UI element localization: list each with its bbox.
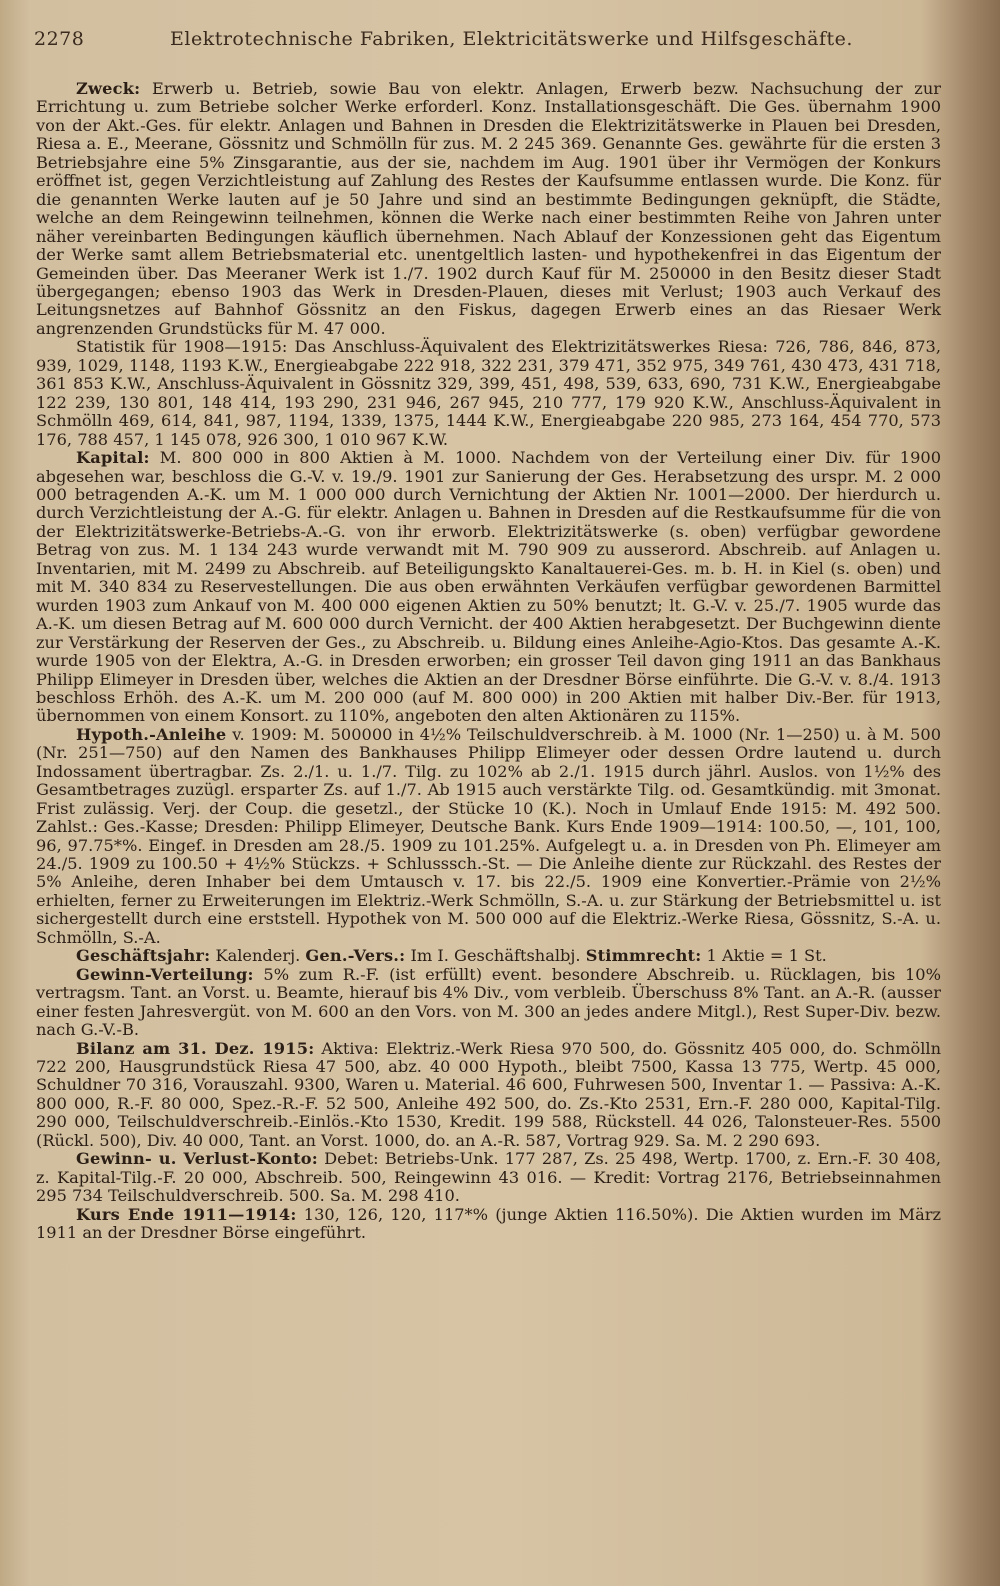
section-text: 5% zum R.-F. (ist erfüllt) event. besondere Abschreib. u. Rücklagen, bis 10% vertragsm. Tant. an Vorst. u. Beamte, hierauf bis 4% Div., vom verbleib. Überschuss 8% Tant. an A.-R. (ausser einer festen Jahresvergüt. von M. 600 an den Vors. von M. 300 an jedes andere Mitgl.), Rest Super-Div. bezw. nach G.-V.-B. — [36, 964, 941, 1040]
paragraph-gewinn-verteilung — [36, 966, 941, 1040]
section-label: Gen.-Vers.: — [305, 946, 406, 966]
page-number: 2278 — [34, 28, 85, 50]
section-label: Bilanz am 31. Dez. 1915: — [76, 1038, 315, 1058]
running-title: Elektrotechnische Fabriken, Elektricitätswerke und Hilfsgeschäfte. — [170, 28, 853, 50]
section-label: Kapital: — [76, 448, 150, 468]
section-label: Gewinn-Verteilung: — [76, 964, 254, 984]
section-text: Kalenderj. — [210, 946, 306, 966]
section-text: Aktiva: Elektriz.-Werk Riesa 970 500, do. Gössnitz 405 000, do. Schmölln 722 200, Hausgrundstück Riesa 47 500, abz. 40 000 Hypoth., bleibt 7500, Kassa 13 775, Wertp. 45 000, Schuldner 70 316, Vorauszahl. 9300, Waren u. Material. 46 600, Fuhrwesen 500, Inventar 1. — Passiva: A.-K. 800 000, R.-F. 80 000, Spez.-R.-F. 52 500, Anleihe 492 500, do. Zs.-Kto 2531, Ern.-F. 280 000, Kapital-Tilg. 290 000, Teilschuldverschreib.-Einlös.-Kto 1530, Kredit. 199 588, Rückstell. 44 026, Talonsteuer-Res. 5500 (Rückl. 500), Div. 40 000, Tant. an Vorst. 1000, do. an A.-R. 587, Vortrag 929. Sa. M. 2 290 693. — [36, 1038, 941, 1150]
section-label: Hypoth.-Anleihe — [76, 724, 227, 744]
section-text: Statistik für 1908—1915: Das Anschluss-Äquivalent des Elektrizitätswerkes Riesa: 726, 786, 846, 873, 939, 1029, 1148, 1193 K.W., Energieabgabe 222 918, 322 231, 379 471, 352 975, 349 761, 430 473, 431 718, 361 853 K.W., Anschluss-Äquivalent in Gössnitz 329, 399, 451, 498, 539, 633, 690, 731 K.W., Energieabgabe 122 239, 130 801, 148 414, 193 290, 231 946, 267 945, 210 777, 179 920 K.W., Anschluss-Äquivalent in Schmölln 469, 614, 841, 987, 1194, 1339, 1375, 1444 K.W., Energieabgabe 220 985, 273 164, 454 770, 573 176, 788 457, 1 145 078, 926 300, 1 010 967 K.W. — [36, 337, 941, 449]
section-text: M. 800 000 in 800 Aktien à M. 1000. Nachdem von der Verteilung einer Div. für 1900 abgesehen war, beschloss die G.-V. v. 19./9. 1901 zur Sanierung der Ges. Herabsetzung des urspr. M. 2 000 000 betragenden A.-K. um M. 1 000 000 durch Vernichtung der Aktien Nr. 1001—2000. Der hierdurch u. durch Verzichtleistung der A.-G. für elektr. Anlagen u. Bahnen in Dresden auf die Restkaufsumme für die von der Elektrizitätswerke-Betriebs-A.-G. von ihr erworb. Elektrizitätswerke (s. oben) verfügbar gewordene Betrag von zus. M. 1 134 243 wurde verwandt mit M. 790 909 zu ausserord. Abschreib. auf Anlagen u. Inventarien, mit M. 2499 zu Abschreib. auf Beteiligungskto Kanaltauerei-Ges. m. b. H. in Kiel (s. oben) und mit M. 340 834 zu Reservestellungen. Die aus oben erwähnten Verkäufen verfügbar gewordenen Barmittel wurden 1903 zum Ankauf von M. 400 000 eigenen Aktien zu 50% benutzt; lt. G.-V. v. 25./7. 1905 wurde das A.-K. um diesen Betrag auf M. 600 000 durch Vernicht. der 400 Aktien herabgesetzt. Der Buchgewinn diente zur Verstärkung der Reserven der Ges., zu Abschreib. u. Bildung eines Anleihe-Agio-Ktos. Das gesamte A.-K. wurde 1905 von der Elektra, A.-G. in Dresden erworben; ein grosser Teil davon ging 1911 an das Bankhaus Philipp Elimeyer in Dresden über, welches die Aktien an der Dresdner Börse einführte. Die G.-V. v. 8./4. 1913 beschloss Erhöh. des A.-K. um M. 200 000 (auf M. 800 000) in 200 Aktien mit halber Div.-Ber. für 1913, übernommen von einem Konsort. zu 110%, angeboten den alten Aktionären zu 115%. — [36, 448, 941, 726]
section-label: Zweck: — [76, 79, 141, 98]
page-header — [30, 28, 960, 58]
section-label: Gewinn- u. Verlust-Konto: — [76, 1149, 318, 1169]
section-text: Im I. Geschäftshalbj. — [405, 946, 586, 966]
section-text: Erwerb u. Betrieb, sowie Bau von elektr. Anlagen, Erwerb bezw. Nachsuchung der zur Errichtung u. zum Betriebe solcher Werke erforderl. Konz. Installationsgeschäft. Die Ges. übernahm 1900 von der Akt.-Ges. für elektr. Anlagen und Bahnen in Dresden die Elektrizitätswerke in Plauen bei Dresden, Riesa a. E., Meerane, Gössnitz und Schmölln für zus. M. 2 245 369. Genannte Ges. gewährte für die ersten 3 Betriebsjahre eine 5% Zinsgarantie, aus der sie, nachdem im Aug. 1901 über ihr Vermögen der Konkurs eröffnet ist, gegen Verzichtleistung auf Zahlung des Restes der Kaufsumme entlassen wurde. Die Konz. für die genannten Werke lauten auf je 50 Jahre und sind an bestimmte Bedingungen geknüpft, die Städte, welche an dem Reingewinn teilnehmen, können die Werke nach einer bestimmten Reihe von Jahren unter näher vereinbarten Bedingungen käuflich übernehmen. Nach Ablauf der Konzessionen geht das Eigentum der Werke samt allem Betriebsmaterial etc. unentgeltlich lasten- und hypothekenfrei in das Eigentum der Gemeinden über. Das Meeraner Werk ist 1./7. 1902 durch Kauf für M. 250000 in den Besitz dieser Stadt übergegangen; ebenso 1903 das Werk in Dresden-Plauen, dieses mit Verlust; 1903 auch Verkauf des Leitungsnetzes auf Bahnhof Gössnitz an den Fiskus, dagegen Erwerb eines an das Riesaer Werk angrenzenden Grundstücks für M. 47 000. — [36, 79, 941, 338]
paragraph-zweck — [36, 80, 941, 338]
section-label: Geschäftsjahr: — [76, 946, 211, 966]
paragraph-bilanz — [36, 1040, 941, 1151]
section-label: Kurs Ende 1911—1914: — [76, 1204, 297, 1224]
section-text: Debet: Betriebs-Unk. 177 287, Zs. 25 498, Wertp. 1700, z. Ern.-F. 30 408, z. Kapital-Tilg.-F. 20 000, Abschreib. 500, Reingewinn 43 016. — Kredit: Vortrag 2176, Betriebseinnahmen 295 734 Teilschuldverschreib. 500. Sa. M. 298 410. — [36, 1149, 941, 1206]
paragraph-kurs — [36, 1206, 941, 1243]
article-body — [36, 80, 941, 1243]
paragraph-kapital — [36, 449, 941, 726]
paragraph-statistik — [36, 338, 941, 449]
section-text: 1 Aktie = 1 St. — [701, 946, 827, 966]
paragraph-hypoth-anleihe — [36, 726, 941, 947]
paragraph-gewinn-verlust — [36, 1150, 941, 1205]
section-text: v. 1909: M. 500000 in 4½% Teilschuldverschreib. à M. 1000 (Nr. 1—250) u. à M. 500 (Nr. 251—750) auf den Namen des Bankhauses Philipp Elimeyer oder dessen Ordre lautend u. durch Indossament übertragbar. Zs. 2./1. u. 1./7. Tilg. zu 102% ab 2./1. 1915 durch jährl. Auslos. von 1½% des Gesamtbetrages zuzügl. ersparter Zs. auf 1./7. Ab 1915 auch verstärkte Tilg. od. Gesamtkündig. mit 3monat. Frist zulässig. Verj. der Coup. die gesetzl., der Stücke 10 (K.). Noch in Umlauf Ende 1915: M. 492 500. Zahlst.: Ges.-Kasse; Dresden: Philipp Elimeyer, Deutsche Bank. Kurs Ende 1909—1914: 100.50, —, 101, 100, 96, 97.75*%. Eingef. in Dresden am 28./5. 1909 zu 101.25%. Aufgelegt u. a. in Dresden von Ph. Elimeyer am 24./5. 1909 zu 100.50 + 4½% Stückzs. + Schlusssch.-St. — Die Anleihe diente zur Rückzahl. des Restes der 5% Anleihe, deren Inhaber bei dem Umtausch v. 17. bis 22./5. 1909 eine Konvertier.-Prämie von 2½% erhielten, ferner zu Erweiterungen im Elektriz.-Werk Schmölln, S.-A. u. zur Stärkung der Betriebsmittel u. ist sichergestellt durch eine erststell. Hypothek von M. 500 000 auf die Elektriz.-Werke Riesa, Gössnitz, S.-A. u. Schmölln, S.-A. — [36, 724, 941, 947]
section-label: Stimmrecht: — [585, 946, 702, 966]
paragraph-geschaeftsjahr — [36, 947, 941, 965]
section-text: 130, 126, 120, 117*% (junge Aktien 116.50%). Die Aktien wurden im März 1911 an der Dresdner Börse eingeführt. — [36, 1204, 942, 1243]
